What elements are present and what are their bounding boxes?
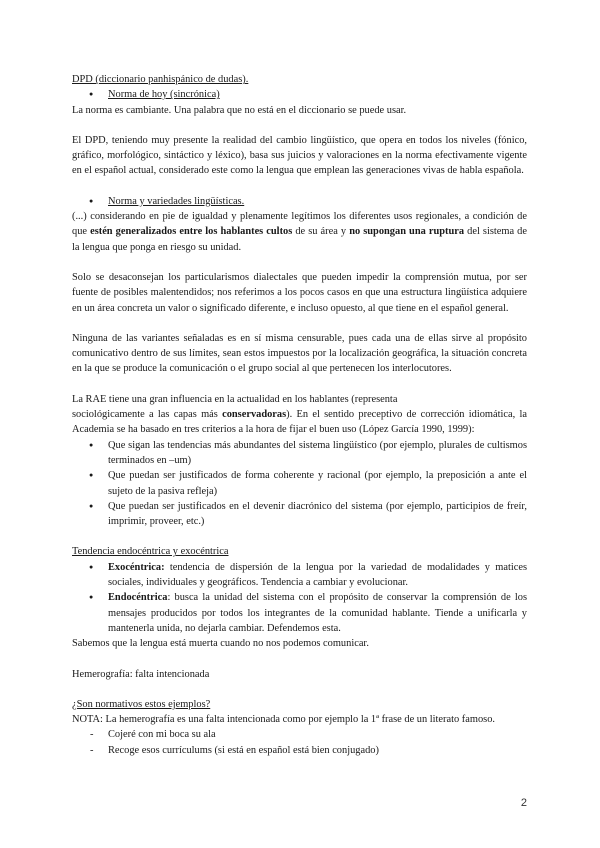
heading-dpd: DPD (diccionario panhispánico de dudas).	[72, 74, 249, 85]
particularismos-paragraph: Solo se desaconsejan los particularismos dialectales que pueden impedir la comprensión mutua, por ser fuente de posibles malentendidos; nos referimos a los pocos casos en que una estructura lingüística adquiere en un área concreta un valor o significado diferente, e incluso opuesto, al que tiene en el español general.	[72, 271, 527, 314]
list-item	[72, 560, 527, 591]
document-page	[72, 72, 527, 758]
text-run: (...) considerando en pie de igualdad y plenamente legítimos los diferentes usos regionales, a condición de que	[72, 211, 527, 238]
list-item: ● Que puedan ser justificados de forma coherente y racional (por ejemplo, la preposición a ante el sujeto de la pasiva refleja)	[72, 468, 527, 499]
page-number: 2	[520, 797, 527, 809]
bold-run: conservadoras	[222, 409, 287, 421]
bold-run: no supongan una ruptura	[349, 226, 465, 238]
list-item: - Recoge esos currículums (si está en español está bien conjugado)	[72, 743, 527, 758]
norma-cambiante-line: La norma es cambiante. Una palabra que no está en el diccionario se puede usar.	[72, 104, 407, 116]
rae-criteria-list	[72, 438, 527, 530]
norma-hoy-title: ● Norma de hoy (sincrónica)	[72, 87, 527, 102]
text-run: tendencia de dispersión de la lengua por la variedad de modalidades y matices sociales, individuales y geográficos. Tendencia a cambiar y evolucionar.	[108, 561, 527, 589]
tendencia-heading: Tendencia endocéntrica y exocéntrica	[72, 546, 229, 558]
list-item: ● Que puedan ser justificados en el devenir diacrónico del sistema (por ejemplo, participios de freír, imprimir, proveer, etc.)	[72, 499, 527, 530]
bold-run: Exocéntrica:	[108, 561, 165, 573]
normativos-heading: ¿Son normativos estos ejemplos?	[72, 698, 211, 710]
examples-list	[72, 727, 527, 758]
text-run: sociológicamente a las capas más	[72, 409, 223, 421]
nota-line: NOTA: La hemerografía es una falta intencionada como por ejemplo la 1ª frase de un literato famoso.	[72, 714, 495, 726]
text-run: : busca la unidad del sistema con el propósito de conservar la comprensión de los mensajes producidos por todos los integrantes de la comunidad hablante. Tiende a unificarla y mantenerla unida, no dejarla cambiar. Defendemos esta.	[108, 592, 527, 634]
variantes-paragraph: Ninguna de las variantes señaladas es en sí misma censurable, pues cada una de ellas sirve al propósito comunicativo dentro de sus límites, sean estos impuestos por la localización geográfica, la situación concreta en la que se produce la comunicación o el grupo social al que pertenecen los interlocutores.	[72, 332, 527, 375]
tendencia-list	[72, 560, 527, 636]
norma-variedades-title: ● Norma y variedades lingüísticas.	[72, 194, 527, 209]
text-run: ). En el sentido preceptivo de corrección idiomática, la Academia se ha basado en tres criterios a la hora de fijar el buen uso (López García 1990, 1999):	[72, 409, 527, 436]
text-run: del sistema de la lengua que ponga en riesgo su unidad.	[72, 226, 527, 253]
norma-variedades-list	[72, 194, 527, 209]
text-run: de su área y	[292, 226, 350, 238]
list-item	[72, 590, 527, 636]
norma-hoy-list	[72, 87, 527, 102]
hemerografia-line: Hemerografía: falta intencionada	[72, 668, 210, 680]
dpd-paragraph: El DPD, teniendo muy presente la realidad del cambio lingüístico, que opera en todos los niveles (fónico, gráfico, morfológico, sintáctico y léxico), basa sus juicios y valoraciones en la norma efectivamente vigente en el español actual, considerado este como la lengua que emplean las generaciones vivas de habla española.	[72, 134, 527, 177]
rae-paragraph	[72, 407, 527, 438]
closing-line: Sabemos que la lengua está muerta cuando no nos podemos comunicar.	[72, 638, 369, 650]
rae-line: La RAE tiene una gran influencia en la actualidad en los hablantes (representa	[72, 393, 398, 405]
list-item: ● Que sigan las tendencias más abundantes del sistema lingüístico (por ejemplo, plurales de cultismos terminados en –um)	[72, 438, 527, 469]
bold-run: estén generalizados entre los hablantes cultos	[90, 226, 293, 238]
variedades-paragraph	[72, 209, 527, 255]
list-item: - Cojeré con mi boca su ala	[72, 727, 527, 742]
bold-run: Endocéntrica	[108, 592, 168, 604]
